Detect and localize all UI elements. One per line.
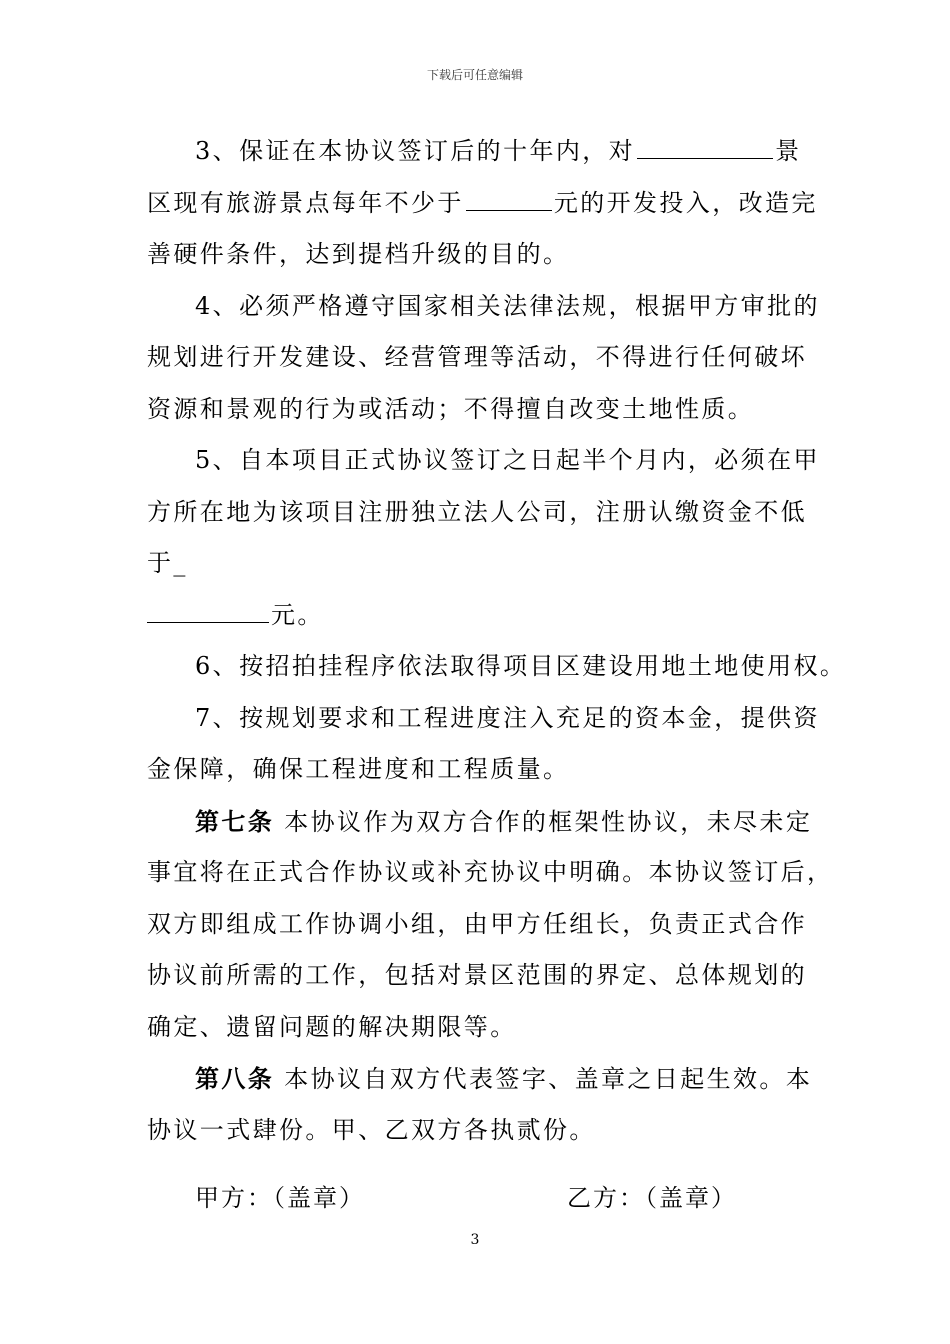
item-6-line-1: 6、按招拍挂程序依法取得项目区建设用地土地使用权。 — [195, 652, 847, 680]
item-4-line-1: 4、必须严格遵守国家相关法律法规，根据甲方审批的 — [195, 291, 820, 320]
article-7-line-5: 确定、遗留问题的解决期限等。 — [147, 1012, 517, 1041]
article-8-line-2: 协议一式肆份。甲、乙双方各执贰份。 — [147, 1115, 596, 1144]
blank-investment-amount — [466, 184, 552, 211]
item-5-line-4: 元。 — [147, 590, 827, 642]
article-7-line-1: 第七条 本协议作为双方合作的框架性协议，未尽未定 — [195, 806, 813, 836]
article-7-label: 第七条 — [195, 806, 275, 836]
signature-row — [195, 1172, 815, 1224]
party-b-seal: 乙方：（盖章） — [567, 1184, 737, 1212]
item-5-line-3: 于_ — [147, 549, 188, 577]
blank-scenic-area — [637, 132, 773, 159]
item-4-line-2: 规划进行开发建设、经营管理等活动，不得进行任何破坏 — [147, 343, 807, 371]
document-body — [147, 126, 847, 1156]
article-7-line-4: 协议前所需的工作，包括对景区范围的界定、总体规划的 — [147, 961, 807, 989]
blank-registered-capital — [147, 596, 269, 623]
item-5-line-2: 方所在地为该项目注册独立法人公司，注册认缴资金不低 — [147, 497, 807, 526]
item-3-line-1: 3、保证在本协议签订后的十年内，对 景 — [147, 126, 827, 178]
item-3-line-3: 善硬件条件，达到提档升级的目的。 — [147, 240, 570, 268]
item-4-line-3: 资源和景观的行为或活动；不得擅自改变土地性质。 — [147, 394, 755, 423]
article-7-line-2: 事宜将在正式合作协议或补充协议中明确。本协议签订后， — [147, 858, 834, 886]
article-8-line-1: 第八条 本协议自双方代表签字、盖章之日起生效。本 — [195, 1064, 813, 1093]
item-7-line-2: 金保障，确保工程进度和工程质量。 — [147, 755, 570, 783]
item-3-line-2: 区现有旅游景点每年不少于 元的开发投入，改造完 — [147, 178, 827, 230]
article-8-label: 第八条 — [195, 1064, 275, 1093]
party-a-seal: 甲方：（盖章） — [195, 1184, 365, 1212]
item-5-line-1: 5、自本项目正式协议签订之日起半个月内，必须在甲 — [195, 446, 820, 474]
item-7-line-1: 7、按规划要求和工程进度注入充足的资本金，提供资 — [195, 703, 820, 732]
page-header: 下载后可任意编辑 — [426, 68, 523, 82]
article-7-line-3: 双方即组成工作协调小组，由甲方任组长，负责正式合作 — [147, 909, 807, 938]
page-number: 3 — [470, 1232, 480, 1248]
